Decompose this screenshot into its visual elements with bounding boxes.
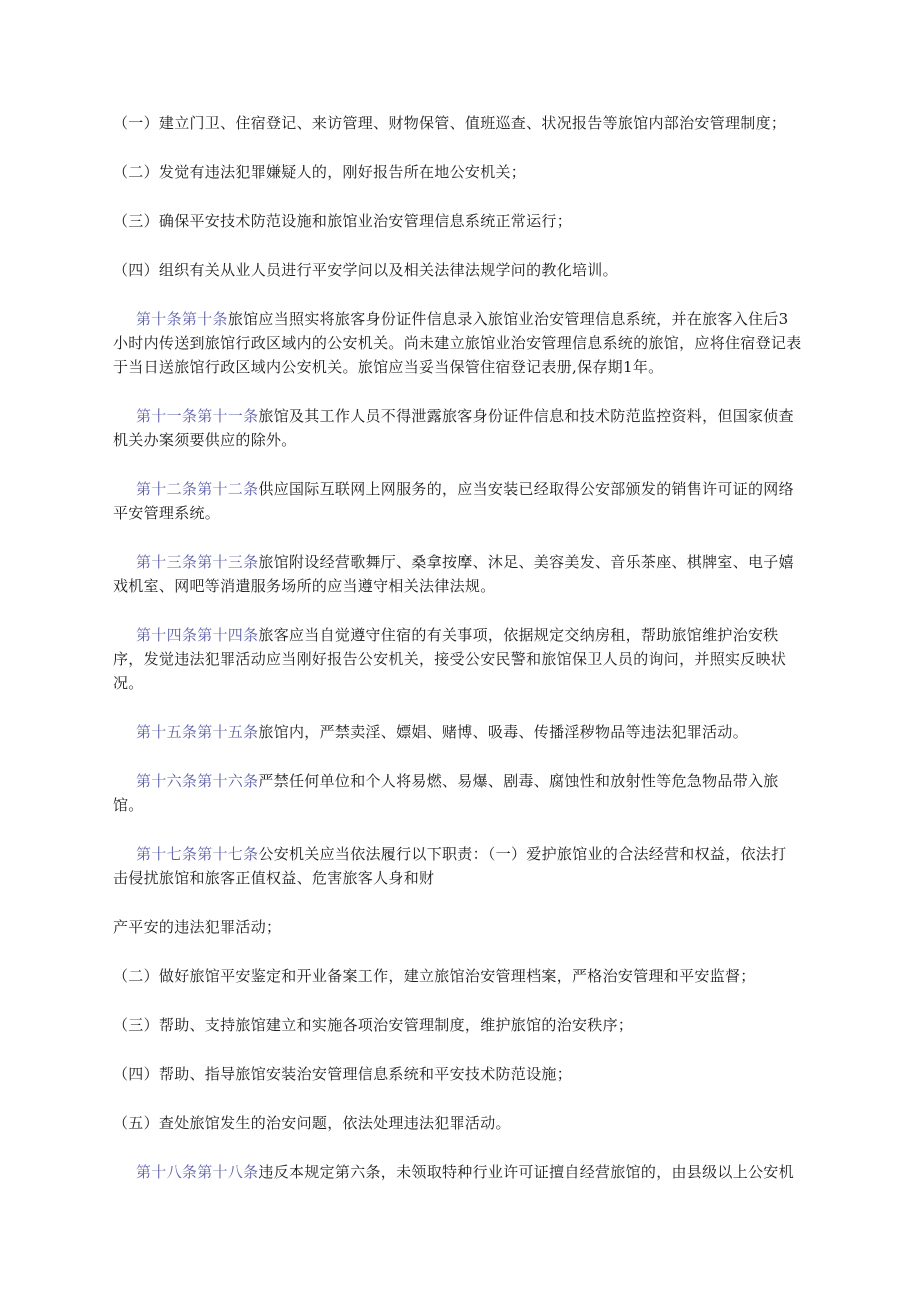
clause-3 xyxy=(113,211,572,231)
duty-2 xyxy=(113,966,756,986)
duty-4 xyxy=(113,1064,572,1084)
article-17-line-2 xyxy=(113,868,434,888)
article-16-line-2 xyxy=(113,795,144,815)
article-15-heading: 第十五条第十五条 xyxy=(136,723,259,741)
article-17-text: 击侵扰旅馆和旅客正值权益、危害旅客人身和财 xyxy=(113,869,435,887)
article-14-line-2 xyxy=(113,649,786,669)
clause-text: （三）帮助、支持旅馆建立和实施各项治安管理制度，维护旅馆的治安秩序； xyxy=(113,1016,634,1034)
article-13-line-2 xyxy=(113,576,496,596)
clause-text: （三）确保平安技术防范设施和旅馆业治安管理信息系统正常运行； xyxy=(113,212,573,230)
article-14-text: 序，发觉违法犯罪活动应当刚好报告公安机关，接受公安民警和旅馆保卫人员的询问，并照实反映状 xyxy=(113,650,787,668)
article-12-text: 平安管理系统。 xyxy=(113,504,221,522)
article-11-line-2 xyxy=(113,430,297,450)
article-10-text: 小时内传送到旅馆行政区域内的公安机关。尚未建立旅馆业治安管理信息系统的旅馆，应将住宿登记表 xyxy=(113,334,802,352)
clause-text: （四）组织有关从业人员进行平安学问以及相关法律法规学问的教化培训。 xyxy=(113,261,618,279)
article-11-text: 机关办案须要供应的除外。 xyxy=(113,431,297,449)
article-18-heading: 第十八条第十八条 xyxy=(136,1163,259,1181)
article-12-text: 供应国际互联网上网服务的，应当安装已经取得公安部颁发的销售许可证的网络 xyxy=(258,480,794,498)
clause-1 xyxy=(113,113,786,133)
clause-2 xyxy=(113,162,526,182)
article-10-line-2 xyxy=(113,333,802,353)
clause-text: （四）帮助、指导旅馆安装治安管理信息系统和平安技术防范设施； xyxy=(113,1065,573,1083)
article-16-text: 严禁任何单位和个人将易燃、易爆、剧毒、腐蚀性和放射性等危急物品带入旅 xyxy=(258,772,779,790)
article-13-text: 戏机室、网吧等消遣服务场所的应当遵守相关法律法规。 xyxy=(113,577,496,595)
duty-1-continued xyxy=(113,917,281,937)
article-14-text: 况。 xyxy=(113,674,144,692)
article-10-text: 旅馆应当照实将旅客身份证件信息录入旅馆业治安管理信息系统，并在旅客入住后3 xyxy=(227,310,789,328)
article-15-text: 旅馆内，严禁卖淫、嫖娼、赌博、吸毒、传播淫秽物品等违法犯罪活动。 xyxy=(258,723,749,741)
article-16-heading: 第十六条第十六条 xyxy=(136,772,259,790)
clause-text: （二）发觉有违法犯罪嫌疑人的，刚好报告所在地公安机关； xyxy=(113,163,527,181)
article-16-line-1 xyxy=(136,771,779,791)
article-14-line-3 xyxy=(113,673,144,693)
article-12-line-2 xyxy=(113,503,220,523)
article-17-heading: 第十七条第十七条 xyxy=(136,845,259,863)
article-13-text: 旅馆附设经营歌舞厅、桑拿按摩、沐足、美容美发、音乐茶座、棋牌室、电子嬉 xyxy=(258,553,794,571)
article-11-text: 旅馆及其工作人员不得泄露旅客身份证件信息和技术防范监控资料，但国家侦查 xyxy=(258,407,794,425)
article-10-line-1 xyxy=(136,309,788,329)
article-13-heading: 第十三条第十三条 xyxy=(136,553,259,571)
article-17-text: 公安机关应当依法履行以下职责：（一）爱护旅馆业的合法经营和权益，依法打 xyxy=(258,845,787,863)
duty-3 xyxy=(113,1015,633,1035)
article-12-heading: 第十二条第十二条 xyxy=(136,480,259,498)
article-16-text: 馆。 xyxy=(113,796,144,814)
clause-text: （二）做好旅馆平安鉴定和开业备案工作，建立旅馆治安管理档案，严格治安管理和平安监督； xyxy=(113,967,756,985)
article-10-text: 于当日送旅馆行政区域内公安机关。旅馆应当妥当保管住宿登记表册,保存期1年。 xyxy=(113,358,664,376)
article-10-line-3 xyxy=(113,357,663,377)
article-17-line-1 xyxy=(136,844,786,864)
article-18-line-1 xyxy=(136,1162,794,1182)
article-11-line-1 xyxy=(136,406,794,426)
clause-text: （五）查处旅馆发生的治安问题，依法处理违法犯罪活动。 xyxy=(113,1114,511,1132)
article-14-line-1 xyxy=(136,625,779,645)
article-12-line-1 xyxy=(136,479,794,499)
article-14-text: 旅客应当自觉遵守住宿的有关事项，依据规定交纳房租，帮助旅馆维护治安秩 xyxy=(258,626,779,644)
article-15-line-1 xyxy=(136,722,748,742)
article-14-heading: 第十四条第十四条 xyxy=(136,626,259,644)
article-11-heading: 第十一条第十一条 xyxy=(136,407,259,425)
clause-text: 产平安的违法犯罪活动； xyxy=(113,918,282,936)
article-13-line-1 xyxy=(136,552,794,572)
article-18-text: 违反本规定第六条，未领取特种行业许可证擅自经营旅馆的，由县级以上公安机 xyxy=(258,1163,794,1181)
clause-4 xyxy=(113,260,618,280)
duty-5 xyxy=(113,1113,511,1133)
clause-text: （一）建立门卫、住宿登记、来访管理、财物保管、值班巡查、状况报告等旅馆内部治安管理制度； xyxy=(113,114,787,132)
article-10-heading: 第十条第十条 xyxy=(136,310,228,328)
